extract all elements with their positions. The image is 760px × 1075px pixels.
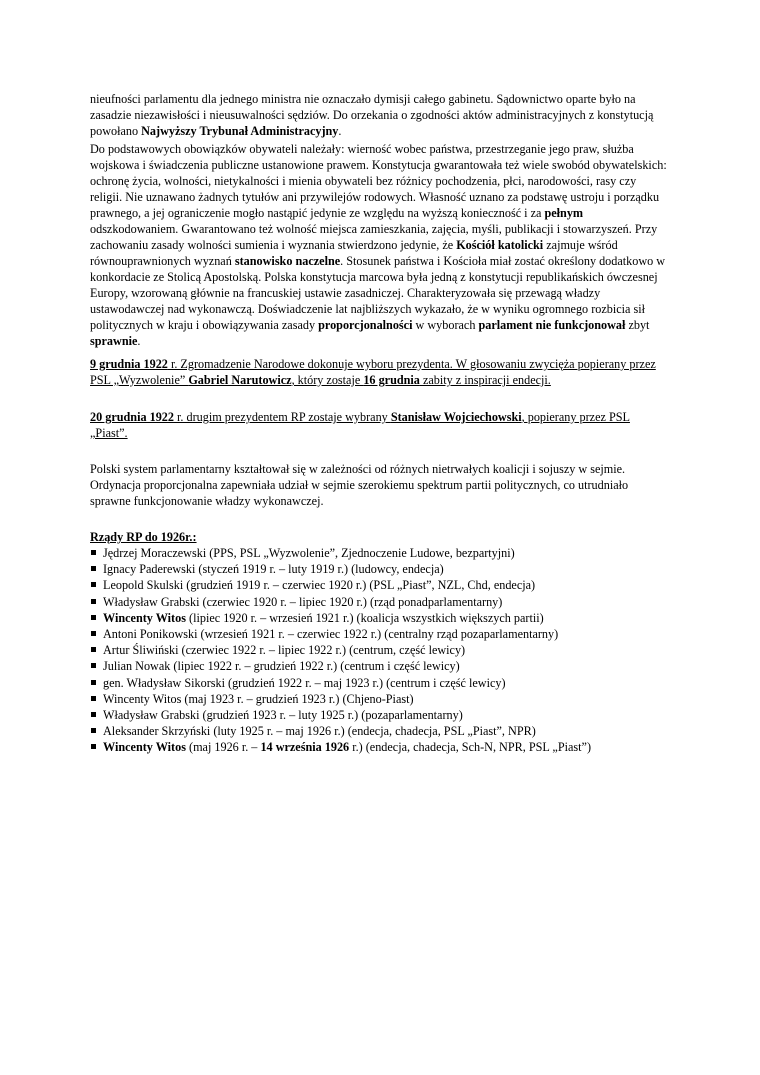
- bold-term: Najwyższy Trybunał Administracyjny: [141, 124, 339, 138]
- text-run: Julian Nowak (lipiec 1922 r. – grudzień 1922 r.) (centrum i część lewicy): [103, 659, 460, 674]
- text-run: Aleksander Skrzyński (luty 1925 r. – maj 1926 r.) (endecja, chadecja, PSL „Piast”, NPR): [103, 724, 536, 739]
- bold-term: sprawnie: [90, 334, 138, 348]
- text-run: Władysław Grabski (grudzień 1923 r. – luty 1925 r.) (pozaparlamentarny): [103, 708, 463, 723]
- heading-text: Rządy RP do 1926r.:: [90, 530, 197, 544]
- paragraph-narutowicz: [90, 356, 670, 388]
- bold-date: 16 grudnia: [363, 373, 420, 387]
- text-run: . Stosunek państwa i Kościoła miał zostać określony dodatkowo w konkordacie ze Stolicą Apostolską. Polska konstytucja marcowa była jedną z konstytucji republikańskich ówczesnej Europy, wzorowaną głównie na francuskiej ustawie zasadniczej. Charakteryzowała się przewagą władzy ustawodawczej nad wykonawczą. Doświadczenie lat najbliższych wykazało, że w wyniku ogromnego rozbicia sił politycznych w kraju i obowiązywania zasady: [90, 254, 666, 332]
- text-run: r. drugim prezydentem RP zostaje wybrany: [173, 410, 391, 424]
- list-item: [90, 691, 690, 707]
- text-run: w wyborach: [412, 318, 479, 332]
- text-run: Władysław Grabski (czerwiec 1920 r. – lipiec 1920 r.) (rząd ponadparlamentarny): [103, 594, 503, 609]
- text-run: , popierany przez PSL „Piast”.: [90, 410, 630, 440]
- list-item: [90, 739, 690, 755]
- bold-date: 9 grudnia 1922: [90, 357, 168, 371]
- text-run: Leopold Skulski (grudzień 1919 r. – czerwiec 1920 r.) (PSL „Piast”, NZL, Chd, endecja): [103, 578, 536, 593]
- text-run: Ignacy Paderewski (styczeń 1919 r. – luty 1919 r.) (ludowcy, endecja): [103, 562, 444, 577]
- text-run: .: [338, 124, 342, 138]
- bold-name: Wincenty Witos: [103, 610, 186, 625]
- list-item: [90, 610, 690, 626]
- bold-term: parlament nie funkcjonował: [478, 318, 626, 332]
- text-run: zbyt: [625, 318, 650, 332]
- bold-name: 14 września 1926: [260, 740, 350, 755]
- text-run: gen. Władysław Sikorski (grudzień 1922 r. – maj 1923 r.) (centrum i część lewicy): [103, 675, 506, 690]
- list-item: [90, 545, 690, 561]
- bold-term: pełnym: [544, 206, 584, 220]
- list-item: [90, 723, 690, 739]
- text-run: nieufności parlamentu dla jednego ministra nie oznaczało dymisji całego gabinetu. Sądownictwo oparte było na zasadzie niezawisłości i nieusuwalności sędziów. Do orzekania o zgodności aktów administracyjnych z konstytucją powołano: [90, 92, 654, 138]
- text-run: Do podstawowych obowiązków obywateli należały: wierność wobec państwa, przestrzeganie jego praw, służba wojskowa i świadczenia publiczne ustanowione prawem. Konstytucja gwarantowała też wiele swobód obywatelskich: ochronę życia, wolności, nietykalności i mienia obywateli bez różnicy pochodzenia, płci, narodowości, rasy czy religii. Nie uznawano żadnych tytułów ani przywilejów rodowych. Własność uznano za podstawę ustroju i porządku prawnego, a jej ograniczenie mogło nastąpić jedynie ze względu na wyższą konieczność i za: [90, 142, 667, 220]
- list-item: [90, 594, 690, 610]
- text-run: Jędrzej Moraczewski (PPS, PSL „Wyzwolenie”, Zjednoczenie Ludowe, bezpartyjni): [103, 546, 515, 560]
- text-run: r. Zgromadzenie Narodowe dokonuje wyboru prezydenta. W głosowaniu zwycięża popierany przez PSL „Wyzwolenie”: [90, 357, 656, 387]
- text-run: zabity z inspiracji endecji.: [419, 373, 551, 387]
- list-item: [90, 626, 690, 642]
- paragraph-wojciechowski: [90, 409, 670, 441]
- list-item: [90, 707, 690, 723]
- list-item: [90, 577, 690, 593]
- text-run: r.) (endecja, chadecja, Sch-N, NPR, PSL „Piast”): [349, 740, 592, 755]
- bold-name: Gabriel Narutowicz: [188, 373, 292, 387]
- text-run: (lipiec 1920 r. – wrzesień 1921 r.) (koalicja wszystkich większych partii): [185, 610, 544, 625]
- paragraph-citizen-duties: [90, 141, 670, 349]
- text-run: Wincenty Witos (maj 1923 r. – grudzień 1923 r.) (Chjeno-Piast): [103, 691, 414, 706]
- text-run: , który zostaje: [291, 373, 364, 387]
- text-run: zajmuje wśród równouprawnionych wyznań: [90, 238, 618, 268]
- text-run: Polski system parlamentarny kształtował się w zależności od różnych nietrwałych koalicji i sojuszy w sejmie. Ordynacja proporcjonalna zapewniała udział w sejmie szerokiemu spektrum partii politycznych, co utrudniało sprawne funkcjonowanie władzy wykonawczej.: [90, 462, 629, 508]
- governments-list: [90, 545, 690, 756]
- bold-name: Stanisław Wojciechowski: [390, 410, 522, 424]
- text-run: .: [137, 334, 141, 348]
- text-run: Antoni Ponikowski (wrzesień 1921 r. – czerwiec 1922 r.) (centralny rząd pozaparlamentarny): [103, 627, 559, 642]
- bold-term: proporcjonalności: [318, 318, 413, 332]
- list-item: [90, 642, 690, 658]
- paragraph-tribunal: [90, 91, 670, 139]
- bold-term: Kościół katolicki: [456, 238, 544, 252]
- paragraph-parliamentary-system: [90, 461, 670, 509]
- list-item: [90, 561, 690, 577]
- list-item: [90, 675, 690, 691]
- text-run: Artur Śliwiński (czerwiec 1922 r. – lipiec 1922 r.) (centrum, część lewicy): [103, 643, 466, 658]
- text-run: (maj 1926 r. –: [185, 740, 261, 755]
- list-heading: [90, 529, 670, 545]
- bold-date: 20 grudnia 1922: [90, 410, 174, 424]
- list-item: [90, 658, 690, 674]
- bold-term: stanowisko naczelne: [234, 254, 341, 268]
- text-run: odszkodowaniem. Gwarantowano też wolność miejsca zamieszkania, zajęcia, myśli, publikacji i stowarzyszeń. Przy zachowaniu zasady wolności sumienia i wyznania stwierdzono jedynie, że: [90, 222, 658, 252]
- bold-name: Wincenty Witos: [103, 740, 186, 755]
